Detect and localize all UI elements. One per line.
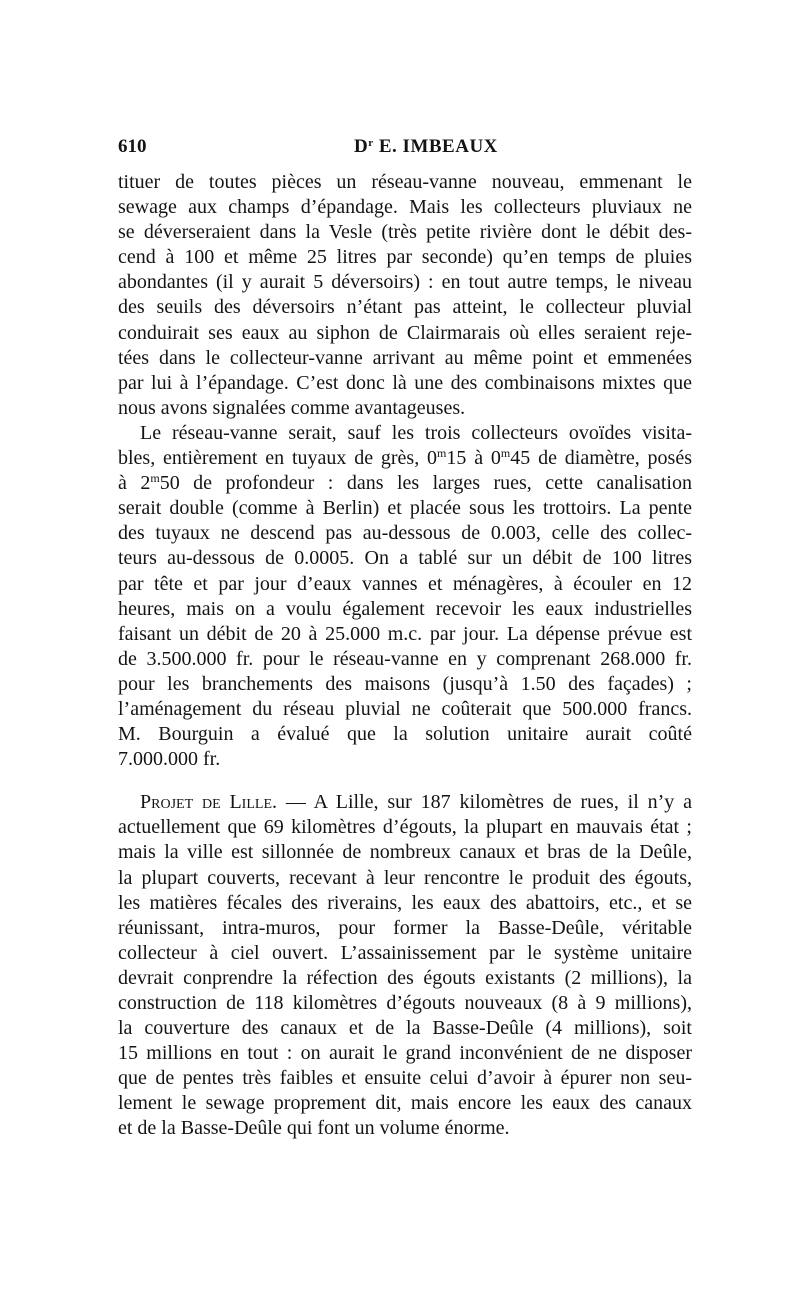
text-line: M. Bourguin a évalué que la solution unitaire aurait coûté bbox=[118, 723, 692, 746]
text-line: pour les branchements des maisons (jusqu’à 1.50 des façades) ; bbox=[118, 672, 692, 695]
text-line: 7.000.000 fr. bbox=[118, 748, 221, 771]
unit-superscript: m bbox=[150, 471, 160, 486]
text-line: collecteur à ciel ouvert. L’assainissement par le système unitaire bbox=[118, 941, 692, 964]
text-fragment: à 2 bbox=[118, 472, 151, 495]
text-line: des tuyaux ne descend pas au-dessous de 0.003, celle des collec- bbox=[118, 522, 692, 545]
text-line: sewage aux champs d’épandage. Mais les collecteurs pluviaux ne bbox=[118, 196, 692, 219]
page-header bbox=[118, 136, 692, 164]
text-line: teurs au-dessous de 0.0005. On a tablé sur un débit de 100 litres bbox=[118, 547, 692, 570]
text-line: par lui à l’épandage. C’est donc là une des combinaisons mixtes que bbox=[118, 371, 692, 394]
text-fragment: 45 de diamètre, posés bbox=[510, 447, 693, 470]
text-line: tées dans le collecteur-vanne arrivant au même point et emmenées bbox=[118, 346, 692, 369]
text-line-with-units bbox=[118, 471, 692, 496]
page-number: 610 bbox=[118, 136, 147, 157]
text-line: la plupart couverts, recevant à leur rencontre le produit des égouts, bbox=[118, 866, 692, 889]
running-head-prefix: D bbox=[354, 136, 369, 157]
section-heading: Projet de Lille. bbox=[140, 791, 278, 814]
text-line: heures, mais on a voulu également recevoir les eaux industrielles bbox=[118, 597, 692, 620]
paragraph-1 bbox=[118, 170, 692, 421]
paragraph-gap bbox=[118, 772, 692, 790]
text-line: la couverture des canaux et de la Basse-Deûle (4 millions), soit bbox=[118, 1017, 692, 1040]
text-line: conduirait ses eaux au siphon de Clairmarais où elles seraient reje- bbox=[118, 321, 692, 344]
running-head bbox=[354, 136, 498, 158]
text-fragment: bles, entièrement en tuyaux de grès, 0 bbox=[118, 447, 438, 470]
text-line: 15 millions en tout : on aurait le grand inconvénient de ne disposer bbox=[118, 1042, 692, 1065]
text-line: de 3.500.000 fr. pour le réseau-vanne en y comprenant 268.000 fr. bbox=[118, 647, 692, 670]
text-fragment: 50 de profondeur : dans les larges rues, cette canalisation bbox=[159, 472, 692, 495]
text-fragment: 15 à 0 bbox=[446, 447, 501, 470]
text-line: des seuils des déversoirs n’étant pas atteint, le collecteur pluvial bbox=[118, 296, 692, 319]
text-line: faisant un débit de 20 à 25.000 m.c. par jour. La dépense prévue est bbox=[118, 622, 692, 645]
text-line: mais la ville est sillonnée de nombreux canaux et bras de la Deûle, bbox=[118, 841, 692, 864]
text-line: serait double (comme à Berlin) et placée sous les trottoirs. La pente bbox=[118, 497, 692, 520]
text-line: Le réseau-vanne serait, sauf les trois collecteurs ovoïdes visita- bbox=[140, 421, 692, 444]
text-line: les matières fécales des riverains, les eaux des abattoirs, etc., et se bbox=[118, 891, 692, 914]
text-line-with-units bbox=[118, 446, 692, 471]
text-line: cend à 100 et même 25 litres par seconde) qu’en temps de pluies bbox=[118, 246, 692, 269]
text-line: réunissant, intra-muros, pour former la Basse-Deûle, véritable bbox=[118, 916, 692, 939]
text-line: par tête et par jour d’eaux vannes et ménagères, à écouler en 12 bbox=[118, 572, 692, 595]
text-line: devrait conprendre la réfection des égouts existants (2 millions), la bbox=[118, 966, 692, 989]
text-line: abondantes (il y aurait 5 déversoirs) : en tout autre temps, le niveau bbox=[118, 271, 692, 294]
running-head-sup: r bbox=[368, 137, 374, 149]
paragraph-2 bbox=[118, 421, 692, 772]
text-fragment: — A Lille, sur 187 kilomètres de rues, il n’y a bbox=[277, 791, 692, 814]
text-line: et de la Basse-Deûle qui font un volume énorme. bbox=[118, 1117, 510, 1140]
text-line: tituer de toutes pièces un réseau-vanne nouveau, emmenant le bbox=[118, 171, 692, 193]
text-line: se déverseraient dans la Vesle (très petite rivière dont le débit des- bbox=[118, 221, 692, 244]
text-line: lement le sewage proprement dit, mais encore les eaux des canaux bbox=[118, 1092, 692, 1115]
text-line: construction de 118 kilomètres d’égouts nouveaux (8 à 9 millions), bbox=[118, 992, 692, 1014]
running-head-name: E. IMBEAUX bbox=[378, 136, 498, 157]
text-line: l’aménagement du réseau pluvial ne coûterait que 500.000 francs. bbox=[118, 697, 692, 720]
text-line: nous avons signalées comme avantageuses. bbox=[118, 396, 466, 419]
text-line: que de pentes très faibles et ensuite celui d’avoir à épurer non seu- bbox=[118, 1067, 692, 1090]
paragraph-3 bbox=[118, 790, 692, 1141]
unit-superscript: m bbox=[437, 446, 447, 461]
text-line: actuellement que 69 kilomètres d’égouts, la plupart en mauvais état ; bbox=[118, 816, 692, 839]
text-line-with-heading bbox=[118, 790, 692, 815]
unit-superscript: m bbox=[500, 446, 511, 461]
body-text bbox=[118, 170, 692, 1142]
